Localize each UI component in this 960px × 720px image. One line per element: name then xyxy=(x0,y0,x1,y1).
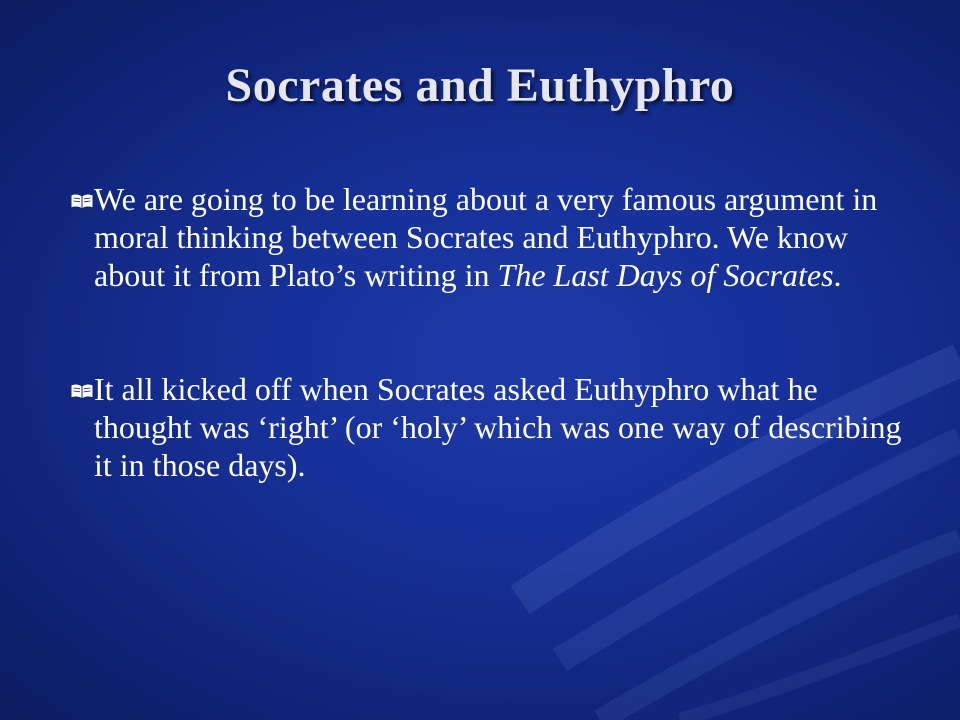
book-title: The Last Days of Socrates xyxy=(497,257,834,293)
open-book-icon xyxy=(70,382,94,400)
bullet-list xyxy=(0,180,960,484)
slide-title: Socrates and Euthyphro xyxy=(225,59,735,112)
bullet-item xyxy=(0,370,960,484)
bullet-text: It all kicked off when Socrates asked Euthyphro what he thought was ‘right’ (or ‘holy’ which was one way of describing it in those days). xyxy=(94,371,902,483)
bullet-text-end: . xyxy=(833,257,842,293)
bullet-text: We are going to be learning about a very famous argument in moral thinking between Socrates and Euthyphro. We know about it from Plato’s writing in xyxy=(94,181,878,293)
open-book-icon xyxy=(70,192,94,210)
bullet-item xyxy=(0,180,960,294)
